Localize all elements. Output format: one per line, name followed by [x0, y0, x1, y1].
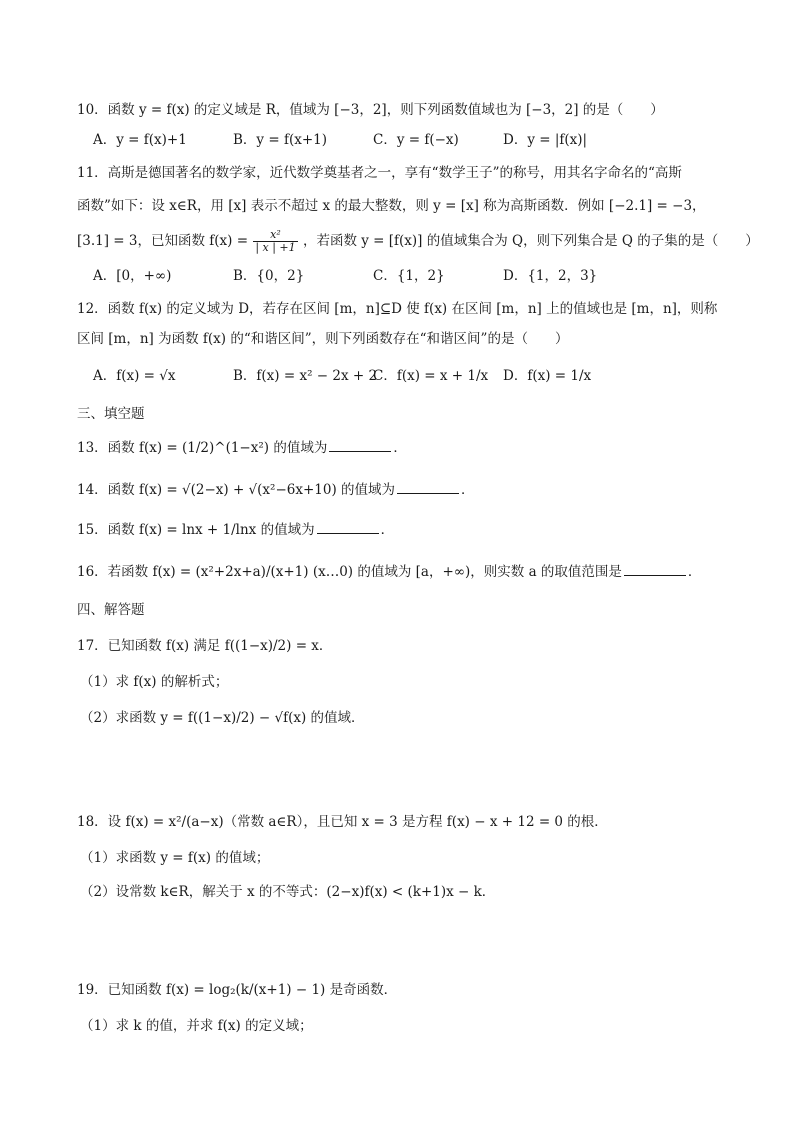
q13: [77, 438, 407, 458]
q12-line1: 12．函数 f(x) 的定义域为 D，若存在区间 [m，n]⊆D 使 f(x) 在区间 [m，n] 上的值域也是 [m，n]，则称: [77, 301, 718, 317]
q19-part1: （1）求 k 的值，并求 f(x) 的定义域；: [80, 1018, 313, 1034]
section-heading-fill-in: 三、填空题: [77, 406, 145, 422]
q13-period: ．: [393, 440, 407, 456]
q11-option-a[interactable]: A．[0，+∞): [93, 268, 172, 284]
q18-stem: 18．设 f(x) = x²/(a−x)（常数 a∈R），且已知 x = 3 是方程 f(x) − x + 12 = 0 的根．: [77, 814, 608, 830]
q10-option-c[interactable]: C．y = f(−x): [373, 132, 459, 148]
q10-stem: 10．函数 y = f(x) 的定义域是 R，值域为 [−3，2]，则下列函数值域也为 [−3，2] 的是（ ）: [77, 102, 664, 118]
q17-stem: 17．已知函数 f(x) 满足 f((1−x)/2) = x．: [77, 638, 333, 654]
q11-line3-a: [3.1] = 3，已知函数 f(x) =: [77, 233, 249, 249]
q15-answer-blank[interactable]: [317, 521, 379, 534]
q15: [77, 520, 394, 540]
q16-answer-blank[interactable]: [624, 563, 686, 576]
q14: [77, 480, 475, 500]
q17-part1: （1）求 f(x) 的解析式；: [80, 674, 229, 690]
q14-text: 14．函数 f(x) = √(2−x) + √(x²−6x+10) 的值域为: [77, 482, 396, 498]
q15-period: ．: [380, 522, 395, 538]
q14-period: ．: [461, 482, 475, 498]
q11-line3-b: ，若函数 y = [f(x)] 的值域集合为 Q，则下列集合是 Q 的子集的是（ ）: [302, 233, 759, 249]
q16: [77, 562, 701, 582]
section-heading-solve: 四、解答题: [77, 602, 145, 618]
q11-option-b[interactable]: B．{0，2}: [233, 268, 305, 284]
q12-option-a[interactable]: A．f(x) = √x: [93, 368, 176, 384]
q15-text: 15．函数 f(x) = lnx + 1/lnx 的值域为: [77, 522, 315, 538]
q12-option-d[interactable]: D．f(x) = 1/x: [503, 368, 592, 384]
q12-option-c[interactable]: C．f(x) = x + 1/x: [373, 368, 489, 384]
q16-text: 16．若函数 f(x) = (x²+2x+a)/(x+1) (x…0) 的值域为 [a，+∞)，则实数 a 的取值范围是: [77, 564, 622, 580]
q11-line1: 11．高斯是德国著名的数学家，近代数学奠基者之一，享有“数学王子”的称号，用其名字命名的“高斯: [77, 165, 682, 181]
q11-option-d[interactable]: D．{1，2，3}: [503, 268, 598, 284]
q14-answer-blank[interactable]: [397, 481, 459, 494]
q16-period: ．: [687, 564, 702, 580]
q13-text: 13．函数 f(x) = (1/2)^(1−x²) 的值域为: [77, 440, 328, 456]
q13-answer-blank[interactable]: [329, 439, 391, 452]
q11-line3: [77, 229, 759, 254]
q18-part2: （2）设常数 k∈R，解关于 x 的不等式：(2−x)f(x) < (k+1)x − k．: [80, 884, 496, 900]
q18-part1: （1）求函数 y = f(x) 的值域；: [80, 850, 270, 866]
q10-option-b[interactable]: B．y = f(x+1): [233, 132, 327, 148]
q12-line2: 区间 [m，n] 为函数 f(x) 的“和谐区间”，则下列函数存在“和谐区间”的是（ ）: [77, 331, 569, 347]
q12-option-b[interactable]: B．f(x) = x² − 2x + 2: [233, 368, 378, 384]
q11-line2: 函数”如下：设 x∈R，用 [x] 表示不超过 x 的最大整数，则 y = [x] 称为高斯函数．例如 [−2.1] = −3，: [77, 198, 706, 214]
q10-option-d[interactable]: D．y = |f(x)|: [503, 132, 588, 148]
q19-stem: 19．已知函数 f(x) = log₂(k/(x+1) − 1) 是奇函数．: [77, 982, 398, 998]
q11-fraction: $\frac{\text{x²}}{| x | +1}$: [255, 228, 296, 254]
q10-option-a[interactable]: A．y = f(x)+1: [93, 132, 187, 148]
q11-option-c[interactable]: C．{1，2}: [373, 268, 445, 284]
q17-part2: （2）求函数 y = f((1−x)/2) − √f(x) 的值域．: [80, 710, 365, 726]
